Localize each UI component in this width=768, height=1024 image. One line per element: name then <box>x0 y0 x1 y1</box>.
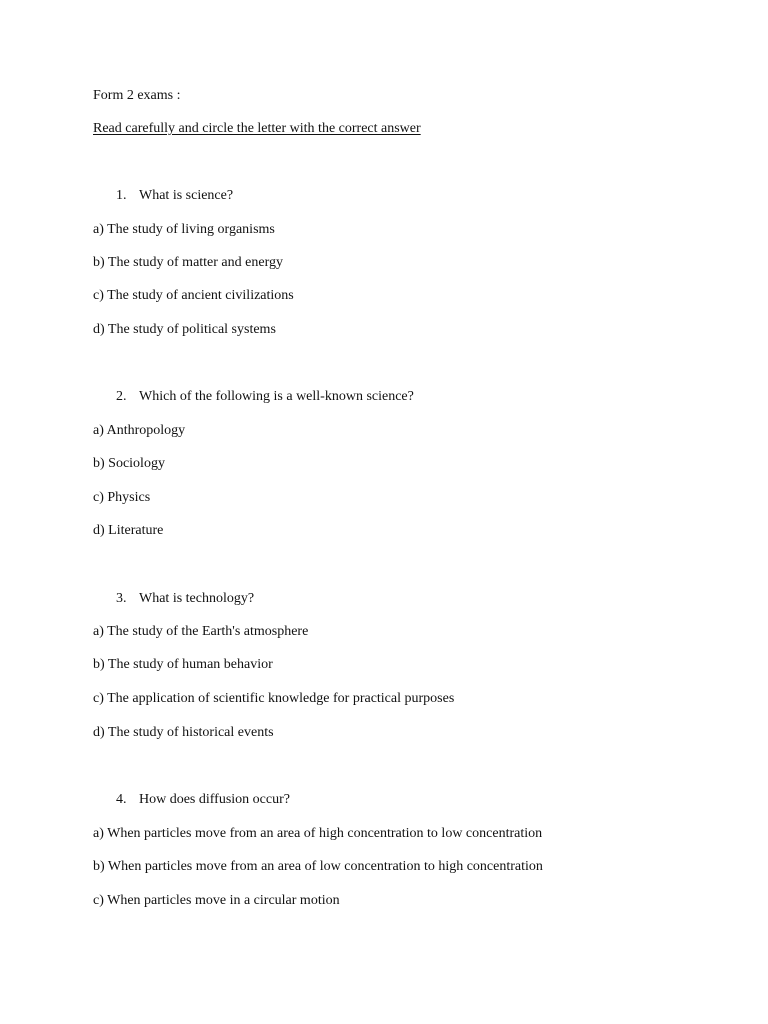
answer-option: d) The study of historical events <box>93 725 274 740</box>
exam-title: Form 2 exams : <box>93 88 181 103</box>
answer-option: b) The study of human behavior <box>93 657 273 672</box>
answer-option: a) Anthropology <box>93 423 186 438</box>
answer-option: c) The study of ancient civilizations <box>93 288 294 303</box>
answer-option: d) The study of political systems <box>93 322 276 337</box>
answer-option: a) The study of the Earth's atmosphere <box>93 624 309 639</box>
question-number: 3. <box>116 591 127 606</box>
question-number: 4. <box>116 792 127 807</box>
answer-option: d) Literature <box>93 523 164 538</box>
question-text: What is science? <box>139 188 234 203</box>
question-text: What is technology? <box>139 591 255 606</box>
answer-option: a) When particles move from an area of high concentration to low concentration <box>93 826 543 841</box>
question-number: 2. <box>116 389 127 404</box>
answer-option: a) The study of living organisms <box>93 222 275 237</box>
question-text: Which of the following is a well-known science? <box>139 389 414 404</box>
answer-option: c) Physics <box>93 490 151 505</box>
answer-option: b) Sociology <box>93 456 165 471</box>
answer-option: b) The study of matter and energy <box>93 255 283 270</box>
answer-option: c) When particles move in a circular motion <box>93 893 340 908</box>
question-text: How does diffusion occur? <box>139 792 290 807</box>
question-number: 1. <box>116 188 127 203</box>
exam-instruction: Read carefully and circle the letter with the correct answer <box>93 121 421 136</box>
answer-option: c) The application of scientific knowledge for practical purposes <box>93 691 455 706</box>
answer-option: b) When particles move from an area of low concentration to high concentration <box>93 859 543 874</box>
